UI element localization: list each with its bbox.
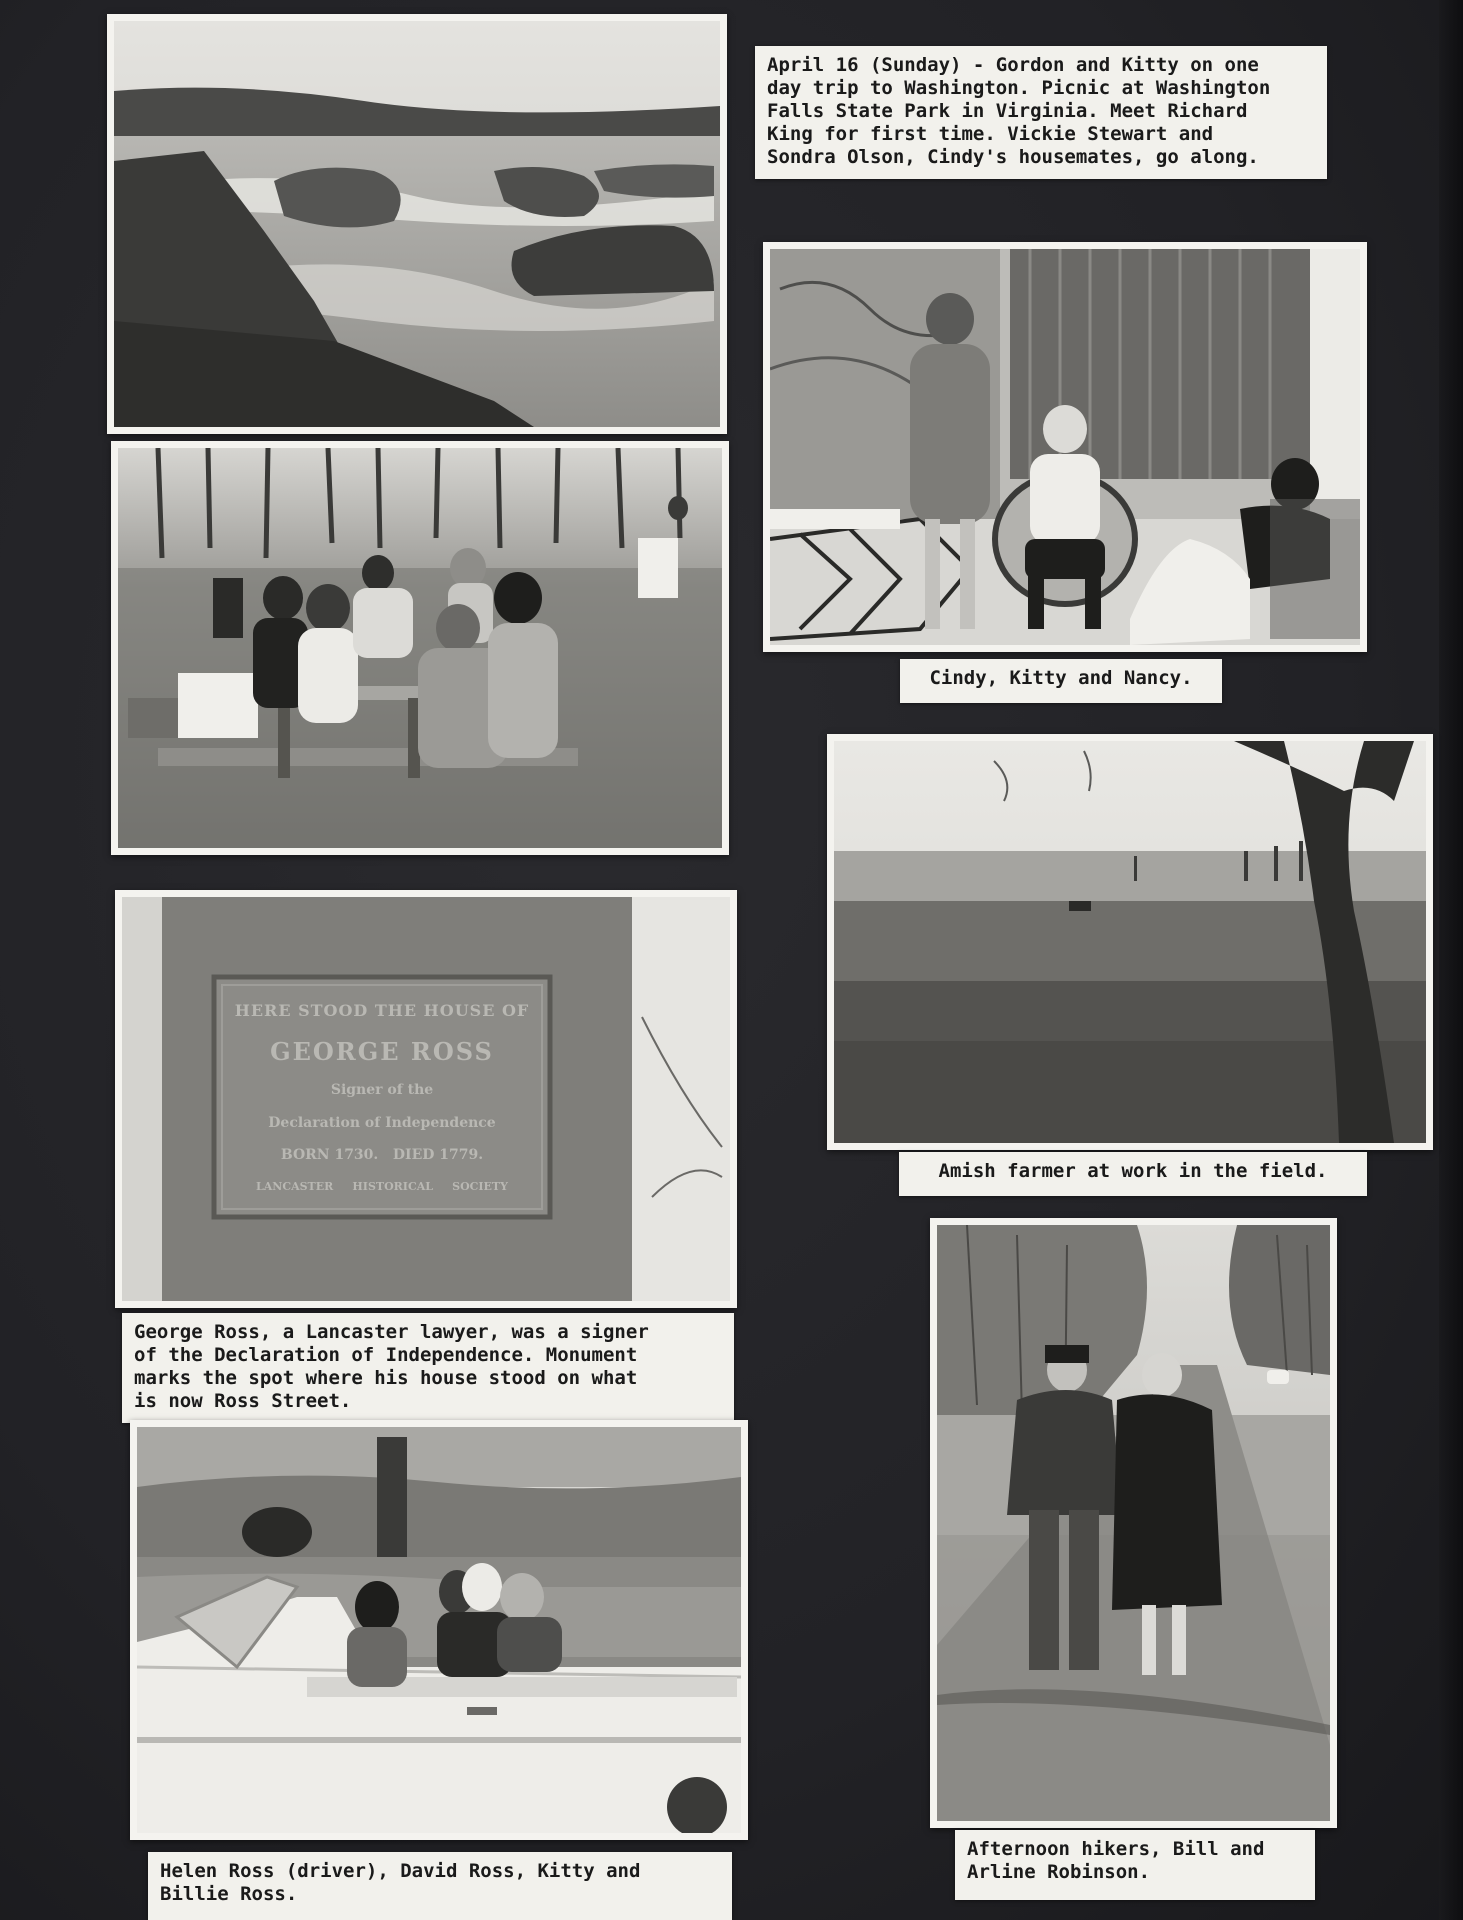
photo-waterfalls (107, 14, 727, 434)
plaque-line-2: GEORGE ROSS (270, 1036, 494, 1066)
photo-amish-farmer (827, 734, 1433, 1150)
caption-amish-farmer: Amish farmer at work in the field. (899, 1152, 1367, 1196)
convertible-image (137, 1427, 741, 1833)
caption-hikers: Afternoon hikers, Bill and Arline Robinson. (955, 1830, 1315, 1900)
caption-george-ross: George Ross, a Lancaster lawyer, was a signer of the Declaration of Independence. Monument marks the spot where his house stood on what is now Ross Street. (122, 1313, 734, 1423)
photo-porch-girls (763, 242, 1367, 652)
picnic-image (118, 448, 722, 848)
photo-hikers (930, 1218, 1337, 1828)
caption-washington-trip: April 16 (Sunday) - Gordon and Kitty on one day trip to Washington. Picnic at Washington Falls State Park in Virginia. Meet Richard King for first time. Vickie Stewart and Sondra Olson, Cindy's housemates, go along. (755, 46, 1327, 179)
hikers-image (937, 1225, 1330, 1821)
page-edge (1439, 0, 1463, 1920)
caption-convertible: Helen Ross (driver), David Ross, Kitty and Billie Ross. (148, 1852, 732, 1920)
photo-convertible (130, 1420, 748, 1840)
plaque-line-6: LANCASTER HISTORICAL SOCIETY (256, 1179, 508, 1193)
plaque-line-4: Declaration of Independence (268, 1114, 496, 1131)
plaque-line-3: Signer of the (330, 1082, 434, 1099)
photo-george-ross-plaque (115, 890, 737, 1308)
plaque-line-1: HERE STOOD THE HOUSE OF (234, 1001, 530, 1021)
caption-porch-girls: Cindy, Kitty and Nancy. (900, 659, 1222, 703)
porch-girls-image (770, 249, 1360, 645)
plaque-text (214, 977, 550, 1217)
photo-picnic (111, 441, 729, 855)
plaque-line-5: BORN 1730. DIED 1779. (280, 1147, 484, 1164)
waterfalls-image (114, 21, 720, 427)
amish-farmer-image (834, 741, 1426, 1143)
